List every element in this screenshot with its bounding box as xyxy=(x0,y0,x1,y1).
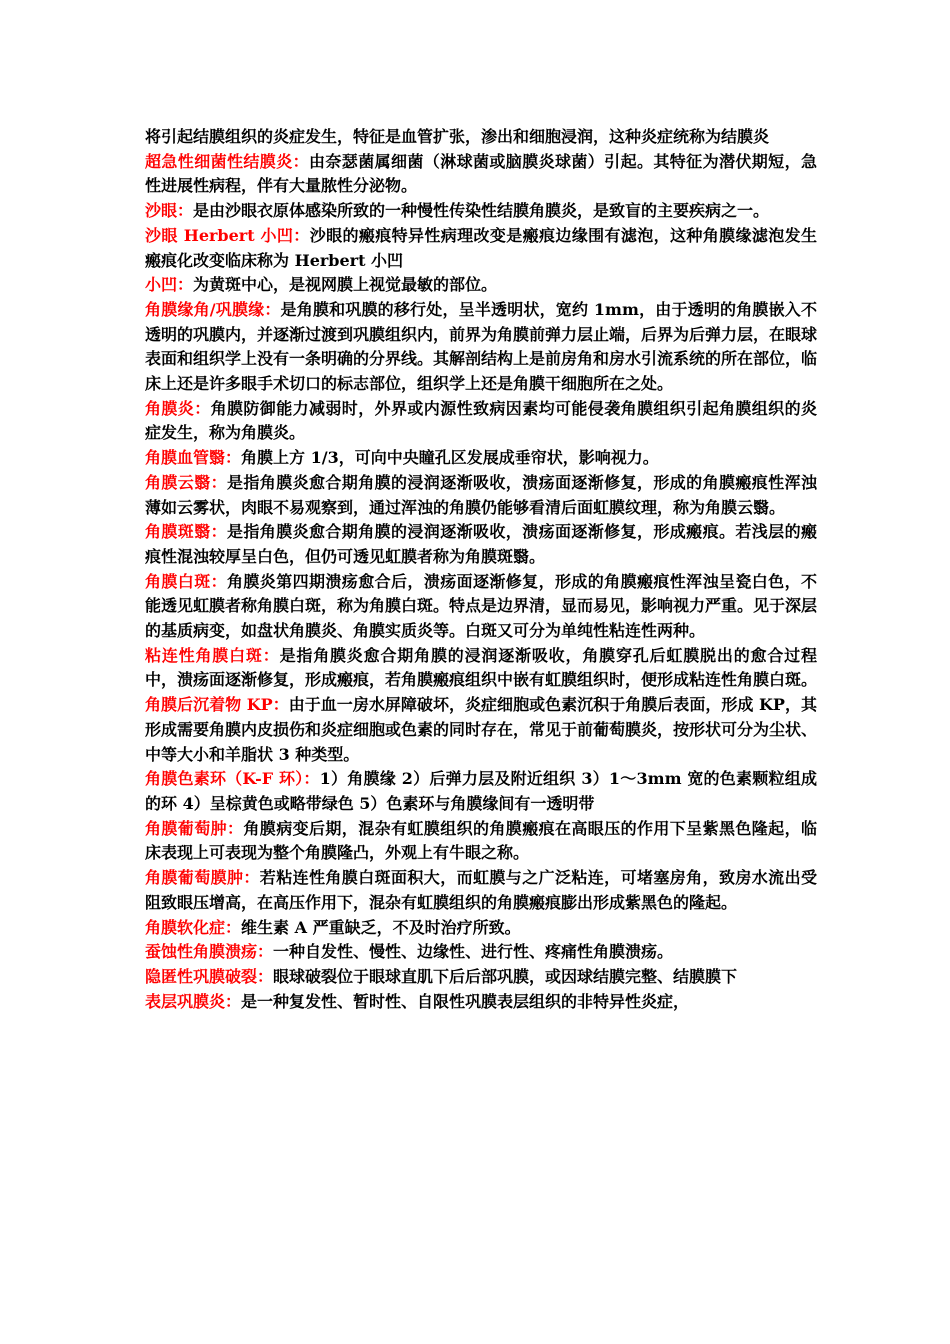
entry-definition: 由于血一房水屏障破坏，炎症细胞或色素沉积于角膜后表面，形成 KP，其形成需要角膜内皮损伤和炎症细胞或色素的同时存在，常见于前葡萄膜炎，按形状可分为尘状、中等大小和羊脂状 3 种类型。 xyxy=(145,695,818,764)
glossary-entry xyxy=(145,940,817,965)
glossary-entry xyxy=(145,446,817,471)
entry-definition: 角膜病变后期，混杂有虹膜组织的角膜瘢痕在高眼压的作用下呈紫黑色隆起，临床表现上可表现为整个角膜隆凸，外观上有牛眼之称。 xyxy=(145,818,817,863)
document-body xyxy=(145,125,817,1014)
entry-term: 角膜血管翳： xyxy=(145,448,242,468)
glossary-entry xyxy=(145,644,817,693)
entry-definition: 一种自发性、慢性、边缘性、进行性、疼痛性角膜溃疡。 xyxy=(273,942,674,962)
entry-term: 角膜白斑： xyxy=(145,571,227,591)
entry-definition: 是指角膜炎愈合期角膜的浸润逐渐吸收，溃疡面逐渐修复，形成瘢痕。若浅层的瘢痕性混浊较厚呈白色，但仍可透见虹膜者称为角膜斑翳。 xyxy=(145,522,817,566)
glossary-entry xyxy=(145,965,817,990)
entry-definition: 为黄斑中心，是视网膜上视觉最敏的部位。 xyxy=(193,275,498,295)
entry-term: 表层巩膜炎： xyxy=(145,991,242,1011)
entry-definition: 角膜上方 1/3，可向中央瞳孔区发展成垂帘状，影响视力。 xyxy=(241,448,659,468)
glossary-entry xyxy=(145,298,817,397)
glossary-entry xyxy=(145,817,817,866)
glossary-entry xyxy=(145,866,817,915)
intro-paragraph: 将引起结膜组织的炎症发生，特征是血管扩张，渗出和细胞浸润，这种炎症统称为结膜炎 xyxy=(145,127,770,146)
entry-term: 小凹： xyxy=(145,275,194,295)
entry-definition: 若粘连性角膜白斑面积大，而虹膜与之广泛粘连，可堵塞房角，致房水流出受阻致眼压增高，在高压作用下，混杂有虹膜组织的角膜瘢痕膨出形成紫黑色的隆起。 xyxy=(145,868,817,912)
entry-term: 超急性细菌性结膜炎： xyxy=(145,151,309,171)
entry-definition: 沙眼的瘢痕特异性病理改变是瘢痕边缘围有滤泡，这种角膜缘滤泡发生瘢痕化改变临床称为 Herbert 小凹 xyxy=(145,225,817,270)
glossary-entry xyxy=(145,199,817,224)
glossary-entry xyxy=(145,990,817,1015)
entry-definition: 眼球破裂位于眼球直肌下后后部巩膜，或因球结膜完整、结膜膜下 xyxy=(273,966,738,986)
entry-term: 角膜缘角/巩膜缘： xyxy=(145,299,281,319)
entry-definition: 维生素 A 严重缺乏，不及时治疗所致。 xyxy=(241,917,521,937)
glossary-entry xyxy=(145,150,817,199)
entry-definition: 是指角膜炎愈合期角膜的浸润逐渐吸收，溃疡面逐渐修复，形成的角膜瘢痕性浑浊薄如云雾状，肉眼不易观察到，通过浑浊的角膜仍能够看清后面虹膜纹理，称为角膜云翳。 xyxy=(145,472,817,517)
entry-definition: 由奈瑟菌属细菌（淋球菌或脑膜炎球菌）引起。其特征为潜伏期短，急性进展性病程，伴有大量脓性分泌物。 xyxy=(145,151,817,196)
glossary-entry xyxy=(145,693,817,767)
glossary-entry xyxy=(145,767,817,816)
entry-term: 角膜葡萄肿： xyxy=(145,818,244,838)
entry-definition: 角膜炎第四期溃疡愈合后，溃疡面逐渐修复，形成的角膜瘢痕性浑浊呈瓷白色，不能透见虹膜者称角膜白斑，称为角膜白斑。特点是边界清，显而易见，影响视力严重。见于深层的基质病变，如盘状角膜炎、角膜实质炎等。白斑又可分为单纯性粘连性两种。 xyxy=(145,571,818,641)
entry-term: 蚕蚀性角膜溃疡： xyxy=(145,942,274,962)
glossary-entry xyxy=(145,520,817,569)
entry-term: 粘连性角膜白斑： xyxy=(145,645,280,665)
entry-term: 角膜色素环（K-F 环）： xyxy=(145,769,320,789)
entry-term: 角膜葡萄膜肿： xyxy=(145,868,260,888)
entry-term: 角膜云翳： xyxy=(145,472,227,492)
entry-definition: 角膜防御能力减弱时，外界或内源性致病因素均可能侵袭角膜组织引起角膜组织的炎症发生，称为角膜炎。 xyxy=(145,398,817,443)
glossary-entry xyxy=(145,397,817,446)
entry-term: 角膜炎： xyxy=(145,398,211,418)
glossary-entry xyxy=(145,916,817,941)
glossary-entry xyxy=(145,273,817,298)
glossary-entry xyxy=(145,224,817,273)
entry-term: 沙眼： xyxy=(145,201,194,221)
entry-definition: 1）角膜缘 2）后弹力层及附近组织 3）1～3mm 宽的色素颗粒组成的环 4）呈棕黄色或略带绿色 5）色素环与角膜缘间有一透明带 xyxy=(145,769,817,813)
entry-definition: 是由沙眼衣原体感染所致的一种慢性传染性结膜角膜炎，是致盲的主要疾病之一。 xyxy=(193,201,770,221)
entry-definition: 是一种复发性、暂时性、自限性巩膜表层组织的非特异性炎症， xyxy=(241,991,690,1011)
entry-term: 角膜软化症： xyxy=(145,917,242,937)
entry-definition: 是角膜和巩膜的移行处，呈半透明状，宽约 1mm，由于透明的角膜嵌入不透明的巩膜内，并逐渐过渡到巩膜组织内，前界为角膜前弹力层止端，后界为后弹力层，在眼球表面和组织学上没有一条明确的分界线。其解剖结构上是前房角和房水引流系统的所在部位，临床上还是许多眼手术切口的标志部位，组织学上还是角膜干细胞所在之处。 xyxy=(145,299,818,394)
entry-term: 隐匿性巩膜破裂： xyxy=(145,966,274,986)
entry-definition: 是指角膜炎愈合期角膜的浸润逐渐吸收，角膜穿孔后虹膜脱出的愈合过程中，溃疡面逐渐修复，形成瘢痕，若角膜瘢痕组织中嵌有虹膜组织时，便形成粘连性角膜白斑。 xyxy=(145,645,818,690)
entry-term: 角膜后沉着物 KP： xyxy=(145,695,289,715)
entry-term: 角膜斑翳： xyxy=(145,522,227,542)
glossary-entry xyxy=(145,471,817,520)
glossary-entry xyxy=(145,570,817,644)
entry-term: 沙眼 Herbert 小凹： xyxy=(145,225,310,245)
